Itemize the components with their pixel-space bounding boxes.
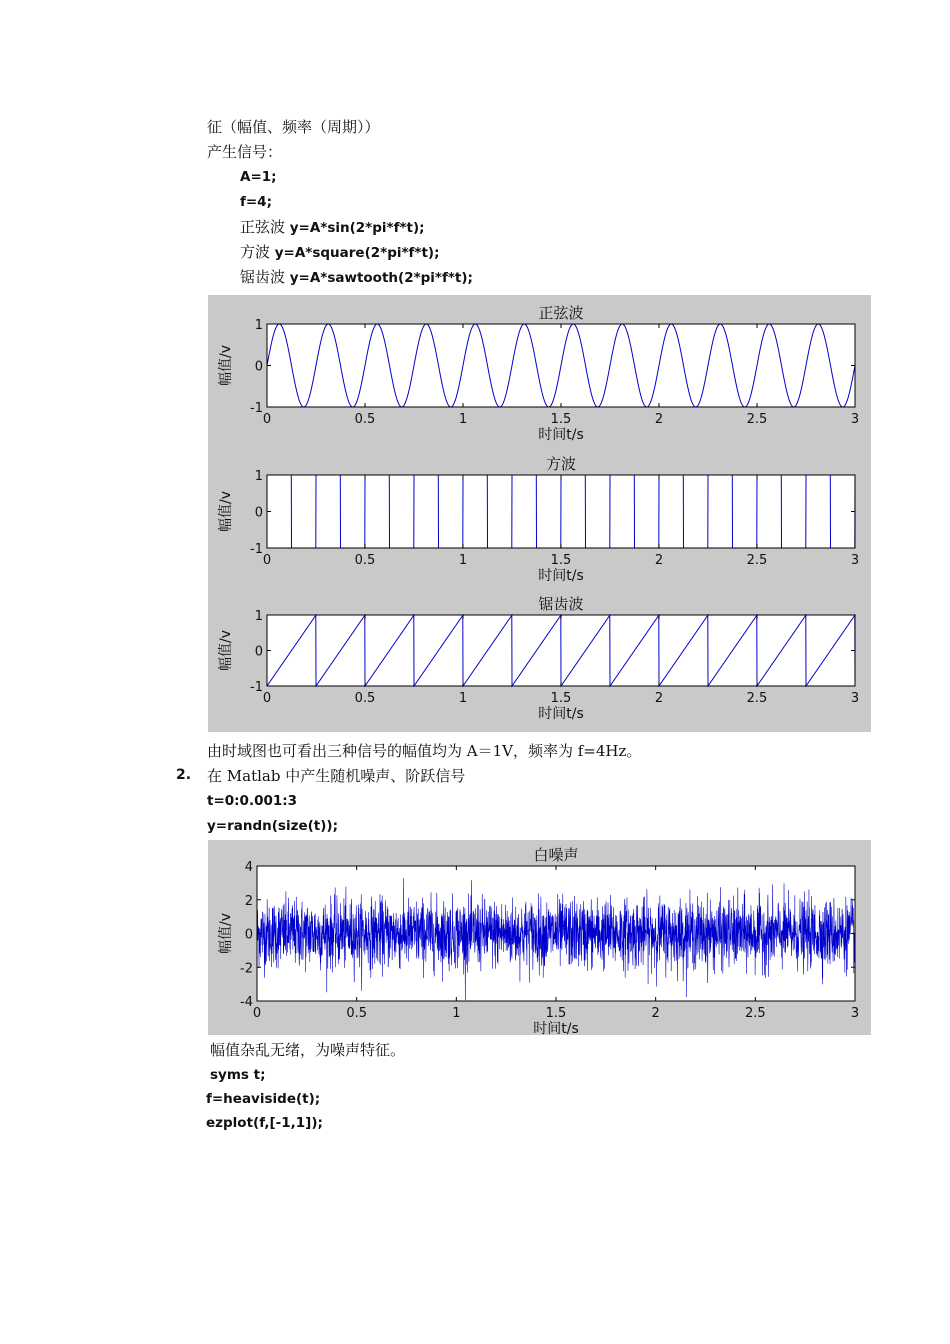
x-tick-label: 0: [252, 1006, 262, 1021]
noise-figure: [208, 840, 871, 1035]
code-line: y=randn(size(t));: [207, 818, 338, 834]
x-tick-label: 1: [458, 553, 468, 568]
x-axis-label: 时间t/s: [538, 568, 584, 584]
chart-title: 正弦波: [538, 304, 584, 322]
paragraph-line: 幅值杂乱无绪，为噪声特征。: [210, 1041, 406, 1059]
x-tick-label: 2.5: [746, 691, 768, 706]
x-tick-label: 0: [262, 412, 272, 427]
saw-code: y=A*sawtooth(2*pi*f*t);: [285, 270, 473, 286]
y-tick-label: -4: [240, 995, 253, 1010]
x-tick-label: 0: [262, 691, 272, 706]
x-tick-label: 0.5: [354, 691, 376, 706]
x-tick-label: 3: [850, 691, 860, 706]
square-label: 方波: [240, 243, 271, 261]
list-number: 2.: [176, 767, 192, 783]
y-tick-label: -1: [250, 542, 263, 557]
code-line: f=4;: [240, 194, 272, 210]
y-tick-label: 4: [244, 860, 253, 875]
x-tick-label: 1.5: [550, 691, 572, 706]
chart-title: 白噪声: [533, 846, 579, 864]
x-tick-label: 3: [850, 553, 860, 568]
code-line: ezplot(f,[-1,1]);: [206, 1115, 323, 1131]
waveform-figure-svg: [208, 295, 871, 732]
x-axis-label: 时间t/s: [538, 427, 584, 443]
paragraph-line: 征（幅值、频率（周期））: [207, 118, 380, 136]
x-tick-label: 3: [850, 1006, 860, 1021]
y-tick-label: 1: [254, 609, 263, 624]
code-line: syms t;: [210, 1067, 266, 1083]
x-tick-label: 2: [654, 553, 664, 568]
x-tick-label: 2.5: [746, 553, 768, 568]
paragraph-line: 在 Matlab 中产生随机噪声、阶跃信号: [207, 767, 466, 785]
chart-title: 方波: [545, 455, 577, 473]
sine-label: 正弦波: [240, 218, 286, 236]
x-axis-label: 时间t/s: [538, 706, 584, 722]
x-tick-label: 0.5: [346, 1006, 368, 1021]
x-axis-label: 时间t/s: [533, 1021, 579, 1035]
y-tick-label: -1: [250, 680, 263, 695]
code-line: [240, 267, 473, 288]
y-tick-label: 0: [254, 644, 263, 660]
chart-title: 锯齿波: [538, 595, 584, 613]
x-tick-label: 2: [651, 1006, 660, 1021]
code-line: [240, 217, 425, 238]
x-tick-label: 2: [654, 412, 664, 427]
code-line: A=1;: [240, 169, 277, 185]
y-tick-label: 1: [254, 318, 263, 333]
y-tick-label: -2: [240, 961, 253, 977]
x-tick-label: 0.5: [354, 553, 376, 568]
paragraph-line: 由时域图也可看出三种信号的幅值均为 A＝1V，频率为 f=4Hz。: [207, 742, 642, 760]
y-axis-label: 幅值/v: [218, 912, 234, 955]
saw-label: 锯齿波: [240, 268, 286, 286]
y-axis-label: 幅值/v: [218, 490, 234, 533]
x-tick-label: 2.5: [746, 412, 768, 427]
y-tick-label: 0: [254, 359, 263, 375]
y-axis-label: 幅值/v: [218, 629, 234, 672]
x-tick-label: 2: [654, 691, 664, 706]
x-tick-label: 1: [452, 1006, 461, 1021]
x-tick-label: 3: [850, 412, 860, 427]
x-tick-label: 1.5: [545, 1006, 567, 1021]
x-tick-label: 0: [262, 553, 272, 568]
x-tick-label: 0.5: [354, 412, 376, 427]
code-line: f=heaviside(t);: [206, 1091, 321, 1107]
paragraph-line: 产生信号：: [207, 143, 283, 161]
y-axis-label: 幅值/v: [218, 344, 234, 387]
y-tick-label: 0: [254, 505, 263, 521]
y-tick-label: 1: [254, 469, 263, 484]
code-line: t=0:0.001:3: [207, 793, 298, 809]
y-tick-label: 2: [244, 893, 253, 909]
x-tick-label: 1.5: [550, 412, 572, 427]
x-tick-label: 2.5: [744, 1006, 766, 1021]
y-tick-label: -1: [250, 401, 263, 416]
square-code: y=A*square(2*pi*f*t);: [270, 245, 440, 261]
code-line: [240, 242, 440, 263]
x-tick-label: 1: [458, 691, 468, 706]
noise-figure-svg: [208, 840, 871, 1035]
x-tick-label: 1: [458, 412, 468, 427]
waveform-figure: [208, 295, 871, 732]
y-tick-label: 0: [244, 927, 253, 943]
sine-code: y=A*sin(2*pi*f*t);: [285, 220, 425, 236]
x-tick-label: 1.5: [550, 553, 572, 568]
